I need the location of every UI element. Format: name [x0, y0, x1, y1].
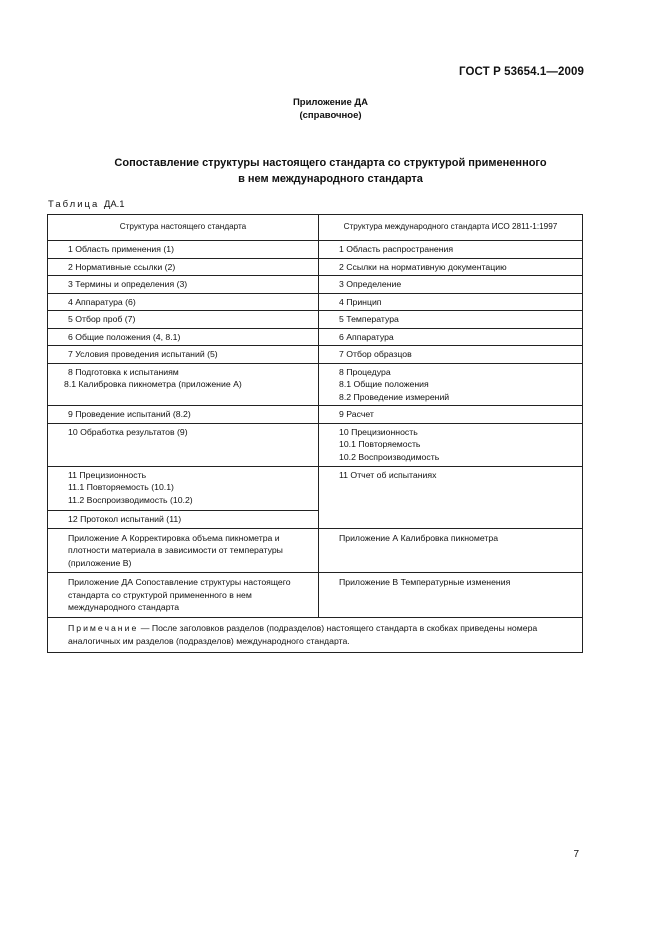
cell-left: 6 Общие положения (4, 8.1)	[48, 328, 319, 346]
table-row	[48, 258, 583, 276]
annex-subtitle: (справочное)	[299, 110, 362, 121]
annex-title: Приложение ДА	[292, 97, 369, 108]
cell-left: Приложение ДА Сопоставление структуры настоящего стандарта со структурой примененного в нем международного стандарта	[48, 573, 319, 618]
table-caption-number: ДА.1	[103, 199, 125, 210]
cell-line: 10 Прецизионность	[339, 426, 418, 437]
cell-right	[319, 363, 583, 406]
cell-right: 1 Область распространения	[319, 241, 583, 259]
cell-right	[319, 423, 583, 466]
table-caption-label: Таблица	[48, 199, 100, 210]
table-row	[48, 466, 583, 511]
section-heading-line-1: Сопоставление структуры настоящего стандарта со структурой примененного	[114, 157, 547, 169]
table-row	[48, 406, 583, 424]
cell-right: 11 Отчет об испытаниях	[319, 466, 583, 528]
cell-right: 7 Отбор образцов	[319, 346, 583, 364]
cell-left: 5 Отбор проб (7)	[48, 311, 319, 329]
cell-left: 3 Термины и определения (3)	[48, 276, 319, 294]
table-row	[48, 423, 583, 466]
cell-left	[48, 466, 319, 511]
cell-left	[48, 363, 319, 406]
section-heading-line-2: в нем международного стандарта	[238, 173, 423, 185]
cell-right: Приложение В Температурные изменения	[319, 573, 583, 618]
table-row	[48, 276, 583, 294]
cell-left: Приложение А Корректировка объема пикнометра и плотности материала в зависимости от температуры (приложение В)	[48, 528, 319, 573]
cell-line: 8.1 Калибровка пикнометра (приложение А)	[64, 379, 242, 389]
header-cell-international: Структура международного стандарта ИСО 2811-1:1997	[319, 215, 583, 241]
cell-left: 1 Область применения (1)	[48, 241, 319, 259]
cell-right: 2 Ссылки на нормативную документацию	[319, 258, 583, 276]
table-header-row	[48, 215, 583, 241]
table-row	[48, 328, 583, 346]
cell-left: 7 Условия проведения испытаний (5)	[48, 346, 319, 364]
table-row	[48, 311, 583, 329]
cell-left: 4 Аппаратура (6)	[48, 293, 319, 311]
cell-line: 8.2 Проведение измерений	[339, 391, 450, 402]
table-row	[48, 241, 583, 259]
cell-line: 11 Прецизионность	[68, 469, 147, 480]
table-row	[48, 528, 583, 573]
table-note	[48, 617, 583, 652]
cell-line: 8.1 Общие положения	[339, 379, 429, 389]
table-note-row	[48, 617, 583, 652]
table-row	[48, 573, 583, 618]
note-label: Примечание	[68, 622, 139, 633]
page-number: 7	[573, 849, 579, 860]
cell-line: 11.1 Повторяемость (10.1)	[68, 482, 174, 492]
header-cell-national: Структура настоящего стандарта	[48, 215, 319, 241]
table-row	[48, 293, 583, 311]
cell-line: 8 Подготовка к испытаниям	[68, 366, 179, 377]
cell-right: 3 Определение	[319, 276, 583, 294]
cell-left: 12 Протокол испытаний (11)	[48, 511, 319, 529]
table-caption	[48, 199, 125, 210]
cell-right: 5 Температура	[319, 311, 583, 329]
cell-right: 9 Расчет	[319, 406, 583, 424]
table-row	[48, 346, 583, 364]
cell-right: Приложение А Калибровка пикнометра	[319, 528, 583, 573]
document-id: ГОСТ Р 53654.1—2009	[459, 66, 584, 78]
comparison-table	[47, 214, 583, 653]
cell-line: 11.2 Воспроизводимость (10.2)	[68, 494, 193, 505]
cell-left: 2 Нормативные ссылки (2)	[48, 258, 319, 276]
table-row	[48, 363, 583, 406]
cell-line: 10.1 Повторяемость	[339, 439, 421, 449]
cell-line: 8 Процедура	[339, 366, 391, 377]
cell-left: 9 Проведение испытаний (8.2)	[48, 406, 319, 424]
note-text: — После заголовков разделов (подразделов) настоящего стандарта в скобках приведены номера аналогичных им разделов (подразделов) международного стандарта.	[68, 622, 538, 646]
cell-right: 4 Принцип	[319, 293, 583, 311]
cell-line: 10.2 Воспроизводимость	[339, 451, 440, 462]
cell-right: 6 Аппаратура	[319, 328, 583, 346]
cell-left: 10 Обработка результатов (9)	[48, 423, 319, 466]
